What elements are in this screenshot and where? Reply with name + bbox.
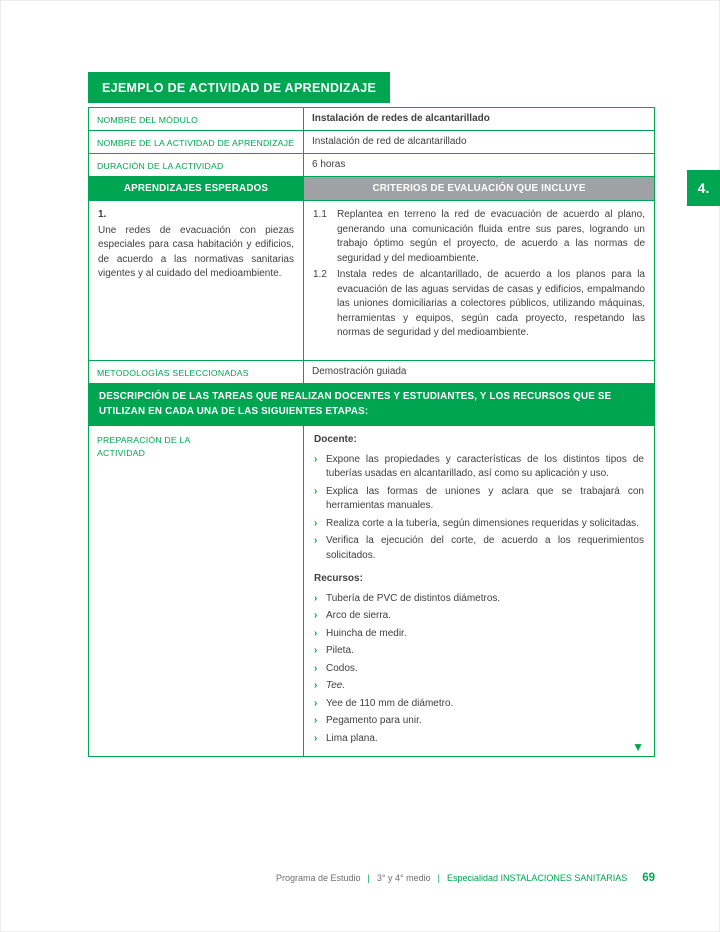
docente-list-item: [314, 453, 644, 482]
metodologias-label: METODOLOGÍAS SELECCIONADAS: [97, 368, 249, 378]
chevron-bullet-icon: ›: [314, 680, 318, 692]
descripcion-header-bar: DESCRIPCIÓN DE LAS TAREAS QUE REALIZAN DOCENTES Y ESTUDIANTES, Y LOS RECURSOS QUE SE UTILIZAN EN CADA UNA DE LAS SIGUIENTES ETAPAS:: [89, 383, 654, 425]
recursos-item-text: Codos.: [326, 662, 358, 674]
footer-grade: 3° y 4° medio: [376, 873, 431, 883]
recursos-list-item: [314, 714, 644, 729]
docente-list-item: [314, 517, 644, 532]
table-row-duracion: [89, 153, 654, 176]
recursos-item-text: Tee.: [326, 680, 346, 692]
docente-list: [314, 453, 644, 564]
recursos-item-text: Arco de sierra.: [326, 610, 392, 622]
docente-heading: Docente:: [314, 434, 357, 446]
chevron-bullet-icon: ›: [314, 485, 318, 497]
recursos-item-text: Pegamento para unir.: [326, 715, 422, 727]
recursos-list-item: [314, 679, 644, 694]
table-column-headers: [89, 176, 654, 200]
footer-program: Programa de Estudio: [276, 873, 361, 883]
recursos-item-text: Yee de 110 mm de diámetro.: [326, 697, 454, 709]
table-row-aprendizaje-criterios: [89, 200, 654, 360]
aprendizaje-text: Une redes de evacuación con piezas especiales para casa habitación y edificios, de acuerdo a las normativas sanitarias vigentes y al cuidado del medioambiente.: [98, 224, 294, 279]
page-title: EJEMPLO DE ACTIVIDAD DE APRENDIZAJE: [88, 72, 390, 103]
aprendizajes-column-header: APRENDIZAJES ESPERADOS: [89, 177, 303, 200]
docente-list-item: [314, 534, 644, 563]
footer-separator: |: [367, 873, 370, 883]
recursos-item-text: Tubería de PVC de distintos diámetros.: [326, 592, 501, 604]
footer-page-number: 69: [642, 872, 655, 884]
chevron-bullet-icon: ›: [314, 645, 318, 657]
table-row-modulo: [89, 108, 654, 130]
modulo-value: Instalación de redes de alcantarillado: [303, 108, 654, 130]
footer-specialty: Especialidad INSTALACIONES SANITARIAS: [446, 873, 628, 883]
chapter-side-tab: 4.: [687, 170, 720, 206]
preparacion-content-cell: [303, 426, 654, 756]
continuation-triangle-icon: ▼: [632, 740, 644, 755]
criterio-text: Instala redes de alcantarillado, de acuerdo a los planos para la evacuación de las aguas servidas de casas y edificios, empalmando las uniones domiciliarias a colectores públicos, utilizando máquinas, herramientas y equipos, según cada proyecto, respetando las normas de seguridad y del medioambiente.: [337, 269, 645, 338]
activity-table: [88, 107, 655, 757]
chevron-bullet-icon: ›: [314, 453, 318, 465]
criterios-cell: [303, 201, 654, 360]
recursos-list-item: [314, 644, 644, 659]
recursos-list-item: [314, 697, 644, 712]
page-footer: [88, 872, 655, 884]
aprendizaje-cell: [89, 201, 303, 360]
criterio-item: [313, 208, 645, 266]
docente-item-text: Expone las propiedades y características de los distintos tipos de tuberías usadas en alcantarillado, así como su aplicación y uso.: [326, 453, 644, 480]
preparacion-label: PREPARACIÓN DE LA ACTIVIDAD: [97, 435, 191, 459]
duracion-value: 6 horas: [303, 154, 654, 176]
chevron-bullet-icon: ›: [314, 715, 318, 727]
activity-table-block: [88, 72, 655, 757]
recursos-list-item: [314, 662, 644, 677]
metodologias-value: Demostración guiada: [303, 361, 654, 383]
criterio-item: [313, 268, 645, 341]
recursos-list: [314, 592, 644, 747]
docente-item-text: Verifica la ejecución del corte, de acuerdo a los requerimientos solicitados.: [326, 535, 644, 561]
table-row-metodologias: [89, 360, 654, 383]
criterio-text: Replantea en terreno la red de evacuación de acuerdo al plano, generando una comunicación fluida entre sus pares, logrando un trabajo óptimo según el proyecto, de acuerdo a las normas de seguridad y del medioambiente.: [337, 209, 645, 264]
table-row-actividad: [89, 130, 654, 153]
modulo-label: NOMBRE DEL MÓDULO: [97, 115, 199, 125]
table-row-preparacion: [89, 425, 654, 756]
criterios-column-header: CRITERIOS DE EVALUACIÓN QUE INCLUYE: [303, 177, 654, 200]
docente-list-item: [314, 485, 644, 514]
chevron-bullet-icon: ›: [314, 732, 318, 744]
chevron-bullet-icon: ›: [314, 517, 318, 529]
recursos-item-text: Pileta.: [326, 645, 354, 657]
criterio-number: 1.2: [313, 269, 327, 280]
recursos-item-text: Lima plana.: [326, 732, 378, 744]
chevron-bullet-icon: ›: [314, 610, 318, 622]
docente-item-text: Realiza corte a la tubería, según dimensiones requeridas y solicitadas.: [326, 517, 639, 529]
duracion-label: DURACIÓN DE LA ACTIVIDAD: [97, 161, 224, 171]
recursos-heading: Recursos:: [314, 573, 363, 585]
criterio-number: 1.1: [313, 209, 327, 220]
actividad-value: Instalación de red de alcantarillado: [303, 131, 654, 153]
chevron-bullet-icon: ›: [314, 662, 318, 674]
footer-separator: |: [437, 873, 440, 883]
actividad-label: NOMBRE DE LA ACTIVIDAD DE APRENDIZAJE: [97, 138, 295, 148]
recursos-list-item: [314, 732, 644, 747]
aprendizaje-number: 1.: [98, 209, 107, 220]
recursos-list-item: [314, 627, 644, 642]
recursos-list-item: [314, 609, 644, 624]
chevron-bullet-icon: ›: [314, 627, 318, 639]
recursos-list-item: [314, 592, 644, 607]
recursos-item-text: Huincha de medir.: [326, 627, 407, 639]
chevron-bullet-icon: ›: [314, 592, 318, 604]
docente-item-text: Explica las formas de uniones y aclara que se trabajará con herramientas manuales.: [326, 485, 644, 512]
chevron-bullet-icon: ›: [314, 697, 318, 709]
chevron-bullet-icon: ›: [314, 535, 318, 547]
